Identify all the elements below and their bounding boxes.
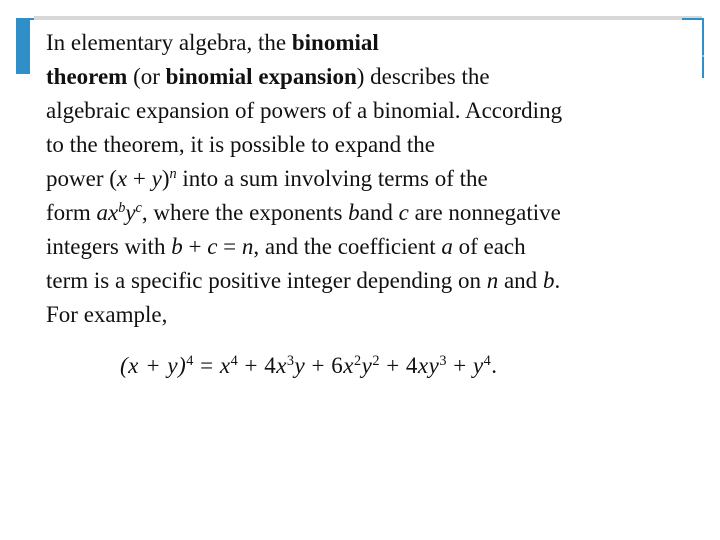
- text: into a sum involving terms of the: [176, 166, 488, 191]
- math-exponent: n: [169, 166, 177, 183]
- paragraph-line-7: [46, 230, 696, 264]
- math-var: ax: [96, 200, 119, 225]
- text: and: [359, 200, 399, 225]
- text: form: [46, 200, 97, 225]
- formula-term: y: [472, 353, 484, 378]
- math-var: c: [207, 234, 218, 259]
- text: +: [182, 234, 208, 259]
- math-var: a: [441, 234, 453, 259]
- formula-exponent: 4: [230, 353, 239, 370]
- paragraph-line-6: [46, 196, 696, 230]
- formula-exponent: 2: [353, 353, 362, 370]
- binomial-paragraph: [46, 26, 696, 332]
- formula-period: .: [491, 353, 498, 378]
- formula-plus: +: [446, 353, 473, 378]
- math-var: c: [398, 200, 409, 225]
- bold-term: theorem: [46, 64, 128, 89]
- bold-term: binomial: [291, 30, 379, 55]
- math-var: y: [125, 200, 136, 225]
- math-exponent: c: [135, 200, 142, 217]
- text: term is a specific positive integer depending on: [46, 268, 487, 293]
- math-var: y: [151, 166, 162, 191]
- paragraph-line-3: algebraic expansion of powers of a binomial. According: [46, 98, 563, 123]
- text: , where the exponents: [141, 200, 349, 225]
- formula-term: xy: [417, 353, 440, 378]
- bold-term: binomial expansion: [165, 64, 357, 89]
- formula-coefficient: + 4: [238, 353, 277, 378]
- text: of each: [452, 234, 526, 259]
- formula-term: x: [219, 353, 231, 378]
- text: ) describes the: [356, 64, 490, 89]
- text: , and the coefficient: [253, 234, 442, 259]
- text: are nonnegative: [408, 200, 561, 225]
- text: =: [217, 234, 242, 259]
- formula-exponent: 4: [483, 353, 492, 370]
- formula-exponent: 3: [286, 353, 295, 370]
- formula-coefficient: + 6: [305, 353, 344, 378]
- slide-content: [30, 20, 702, 530]
- math-var: b: [171, 234, 183, 259]
- paragraph-line-5: [46, 162, 696, 196]
- formula-exponent: 2: [372, 353, 380, 370]
- math-var: n: [241, 234, 254, 259]
- paragraph-line-4: to the theorem, it is possible to expand the: [46, 132, 436, 157]
- paragraph-line-8: [46, 264, 696, 298]
- math-var: x: [116, 166, 128, 191]
- formula-lhs: (x + y): [120, 353, 187, 378]
- formula-term: x: [276, 353, 287, 378]
- text: +: [127, 166, 152, 191]
- binomial-formula: [120, 353, 498, 379]
- formula-exponent: 3: [439, 353, 447, 370]
- paragraph-line-9: For example,: [46, 302, 168, 327]
- paragraph-line-2: [46, 60, 696, 94]
- text: (or: [127, 64, 166, 89]
- math-var: b: [348, 200, 360, 225]
- formula-exponent: 4: [186, 353, 194, 370]
- math-var: n: [486, 268, 499, 293]
- text: power (: [46, 166, 117, 191]
- text: integers with: [46, 234, 172, 259]
- formula-term: y: [361, 353, 373, 378]
- text: ): [161, 166, 170, 191]
- paragraph-line-1: [46, 26, 696, 60]
- formula-term: x: [343, 353, 354, 378]
- text: and: [498, 268, 543, 293]
- math-exponent: b: [118, 200, 126, 217]
- math-var: b: [542, 268, 555, 293]
- text: .: [554, 268, 561, 293]
- formula-term: y: [294, 353, 306, 378]
- text: In elementary algebra, the: [46, 30, 292, 55]
- formula-equals: =: [193, 353, 220, 378]
- formula-coefficient: + 4: [379, 353, 418, 378]
